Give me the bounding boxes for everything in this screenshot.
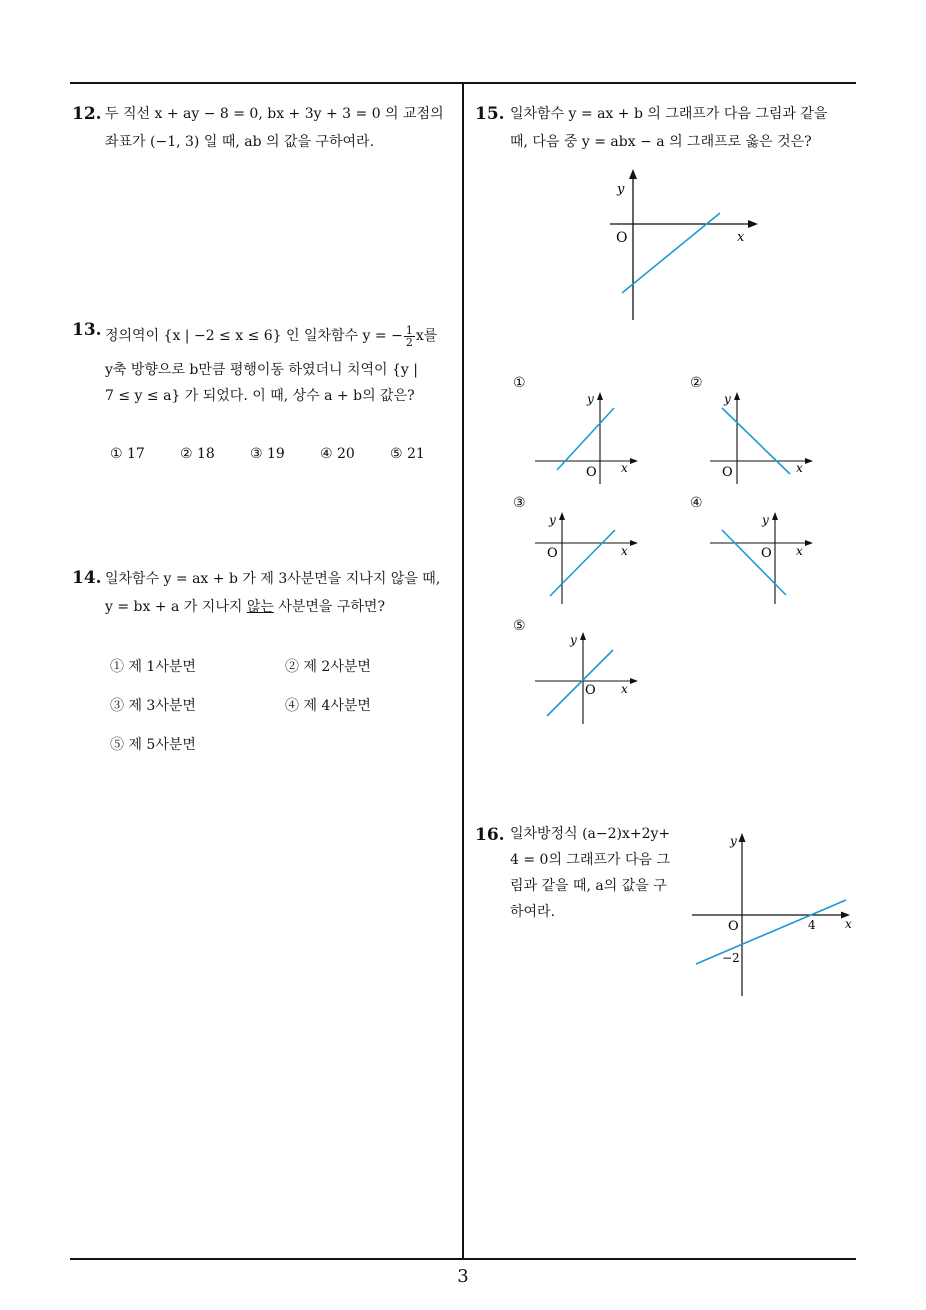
question-text-line: 7 ≤ y ≤ a} 가 되었다. 이 때, 상수 a + b의 값은? <box>105 388 415 404</box>
y-axis-arrow <box>580 632 586 640</box>
function-line <box>547 650 613 716</box>
text-segment: 정의역이 {x | −2 ≤ x ≤ 6} 인 일차함수 y = − <box>105 328 403 344</box>
y-intercept-label: −2 <box>722 951 740 965</box>
option-label[interactable]: ④ <box>690 495 703 511</box>
question-text-line: 일차함수 y = ax + b 가 제 3사분면을 지나지 않을 때, <box>105 571 441 587</box>
y-axis-label: y <box>730 834 737 848</box>
y-axis-arrow <box>559 512 565 520</box>
question-text-line: 일차함수 y = ax + b 의 그래프가 다음 그림과 같을 <box>510 106 828 122</box>
question-number: 12. <box>72 104 102 124</box>
question-number: 13. <box>72 320 102 340</box>
x-axis-label: x <box>621 544 628 558</box>
question-number: 14. <box>72 568 102 588</box>
y-axis-label: y <box>617 182 625 197</box>
text-segment: 사분면을 구하면? <box>273 599 385 615</box>
question-text-line <box>105 593 385 621</box>
text-segment: y = bx + a 가 지나지 <box>105 599 247 615</box>
y-axis-arrow <box>629 169 637 179</box>
y-axis-label: y <box>587 392 594 406</box>
answer-option[interactable]: ② 18 <box>180 446 215 462</box>
answer-option[interactable]: ③ 제 3사분면 <box>110 698 196 714</box>
option-graph-4[interactable] <box>710 508 815 608</box>
question-text-line: 일차방정식 (a−2)x+2y+ <box>510 826 671 842</box>
x-intercept-label: 4 <box>808 918 816 932</box>
option-graph-5[interactable] <box>535 628 640 728</box>
x-axis-arrow <box>748 220 758 228</box>
option-label[interactable]: ① <box>513 375 526 391</box>
x-axis-label: x <box>737 230 745 245</box>
answer-option[interactable]: ① 제 1사분면 <box>110 659 196 675</box>
answer-option[interactable]: ⑤ 21 <box>390 446 425 462</box>
origin-label: O <box>586 465 597 480</box>
answer-option[interactable]: ④ 제 4사분면 <box>285 698 371 714</box>
x-axis-arrow <box>630 678 638 684</box>
option-label[interactable]: ⑤ <box>513 618 526 634</box>
function-line <box>722 530 786 595</box>
x-axis-label: x <box>796 461 803 475</box>
question-16-graph <box>690 828 860 1000</box>
x-axis-label: x <box>796 544 803 558</box>
question-text-line: 하여라. <box>510 904 556 920</box>
y-axis-arrow <box>739 833 746 842</box>
question-text-line: 림과 같을 때, a의 값을 구 <box>510 878 667 894</box>
origin-label: O <box>761 546 772 561</box>
fraction <box>404 325 415 348</box>
question-number: 15. <box>475 104 505 124</box>
option-graph-1[interactable] <box>535 388 640 488</box>
page-number: 3 <box>457 1266 469 1287</box>
x-axis-label: x <box>621 682 628 696</box>
y-axis-label: y <box>570 633 577 647</box>
x-axis-label: x <box>621 461 628 475</box>
origin-label: O <box>547 546 558 561</box>
column-divider <box>462 82 464 1260</box>
option-graph-2[interactable] <box>710 388 815 488</box>
answer-option[interactable]: ③ 19 <box>250 446 285 462</box>
y-axis-label: y <box>549 513 556 527</box>
y-axis-arrow <box>772 512 778 520</box>
option-label[interactable]: ③ <box>513 495 526 511</box>
question-text-line: 때, 다음 중 y = abx − a 의 그래프로 옳은 것은? <box>510 134 812 150</box>
option-graph-3[interactable] <box>535 508 640 608</box>
function-line <box>622 213 720 293</box>
y-axis-label: y <box>762 513 769 527</box>
fraction-denominator: 2 <box>405 335 413 349</box>
x-axis-arrow <box>805 540 813 546</box>
answer-option[interactable]: ⑤ 제 5사분면 <box>110 737 196 753</box>
x-axis-arrow <box>805 458 813 464</box>
answer-option[interactable]: ② 제 2사분면 <box>285 659 371 675</box>
y-axis-arrow <box>734 392 740 400</box>
fraction-numerator: 1 <box>405 323 413 337</box>
function-line <box>696 900 846 964</box>
origin-label: O <box>728 919 739 934</box>
bottom-rule <box>70 1258 856 1260</box>
option-label[interactable]: ② <box>690 375 703 391</box>
question-text-line: y축 방향으로 b만큼 평행이동 하였더니 치역이 {y | <box>105 362 418 378</box>
question-text-line: 4 = 0의 그래프가 다음 그 <box>510 852 670 868</box>
underlined-word: 않는 <box>246 599 274 615</box>
x-axis-label: x <box>845 917 852 931</box>
question-text-line: 두 직선 x + ay − 8 = 0, bx + 3y + 3 = 0 의 교점의 <box>105 106 444 122</box>
answer-option[interactable]: ④ 20 <box>320 446 355 462</box>
answer-option[interactable]: ① 17 <box>110 446 145 462</box>
question-text-line <box>105 322 437 350</box>
y-axis-arrow <box>597 392 603 400</box>
y-axis-label: y <box>724 392 731 406</box>
text-segment: x를 <box>415 328 438 344</box>
x-axis-arrow <box>630 458 638 464</box>
main-graph <box>600 165 770 325</box>
origin-label: O <box>722 465 733 480</box>
function-line <box>550 530 615 596</box>
question-text-line: 좌표가 (−1, 3) 일 때, ab 의 값을 구하여라. <box>105 134 375 150</box>
question-number: 16. <box>475 825 505 845</box>
x-axis-arrow <box>630 540 638 546</box>
origin-label: O <box>585 683 596 698</box>
origin-label: O <box>616 230 628 246</box>
